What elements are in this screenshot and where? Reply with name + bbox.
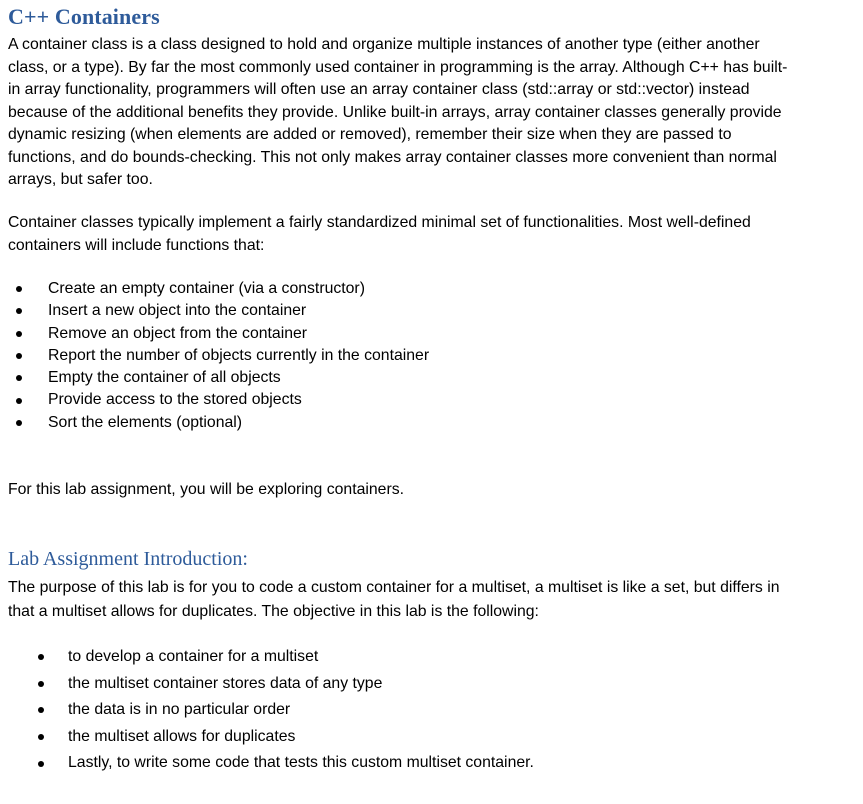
list-item-text: Create an empty container (via a constructor)	[48, 280, 365, 297]
bullet-icon	[16, 353, 22, 359]
bullet-icon	[16, 286, 22, 292]
list-item-text: Empty the container of all objects	[48, 369, 281, 387]
bullet-icon	[16, 420, 22, 426]
bullet-icon	[38, 761, 44, 767]
intro-line: A container class is a class designed to hold and organize multiple instances of another type (either another	[8, 36, 760, 53]
list-item-text: the multiset container stores data of any type	[68, 674, 383, 692]
functions-intro-paragraph	[8, 212, 848, 257]
bullet-icon	[38, 707, 44, 713]
purpose-line: The purpose of this lab is for you to code a custom container for a multiset, a multiset is like a set, but differs in	[8, 579, 780, 596]
functions-intro-line: Container classes typically implement a fairly standardized minimal set of functionalities. Most well-defined	[8, 214, 751, 231]
bullet-icon	[16, 331, 22, 337]
closing-paragraph: For this lab assignment, you will be exploring containers.	[8, 481, 404, 498]
intro-line: functions, and do bounds-checking. This not only makes array container classes more convenient than normal	[8, 148, 777, 166]
intro-paragraph	[8, 34, 848, 192]
list-item-text: the multiset allows for duplicates	[68, 727, 296, 745]
list-item-text: Report the number of objects currently in the container	[48, 346, 430, 364]
list-item-text: Remove an object from the container	[48, 324, 308, 342]
section-heading-containers: C++ Containers	[8, 4, 160, 29]
purpose-line: that a multiset allows for duplicates. The objective in this lab is the following:	[8, 603, 539, 620]
list-item-text: Sort the elements (optional)	[48, 413, 243, 431]
bullet-icon	[38, 734, 44, 740]
section-heading-lab-intro: Lab Assignment Introduction:	[8, 548, 248, 570]
bullet-icon	[16, 398, 22, 404]
list-item-text: to develop a container for a multiset	[68, 648, 319, 665]
intro-line: dynamic resizing (when elements are added or removed), remember their size when they are passed to	[8, 126, 732, 143]
bullet-icon	[38, 681, 44, 687]
bullet-icon	[16, 375, 22, 381]
list-item-text: Provide access to the stored objects	[48, 391, 302, 409]
intro-line: arrays, but safer too.	[8, 171, 153, 188]
list-item-text: the data is in no particular order	[68, 701, 291, 719]
functions-intro-line: containers will include functions that:	[8, 236, 265, 254]
intro-line: class, or a type). By far the most commonly used container in programming is the array. Although C++ has built-	[8, 58, 788, 76]
intro-line: because of the additional benefits they provide. Unlike built-in arrays, array container classes generally provide	[8, 103, 782, 121]
list-item-text: Insert a new object into the container	[48, 302, 307, 320]
list-item-text: Lastly, to write some code that tests this custom multiset container.	[68, 754, 534, 772]
purpose-paragraph	[8, 576, 848, 624]
intro-line: in array functionality, programmers will often use an array container class (std::array or std::vector) instead	[8, 81, 750, 98]
bullet-icon	[38, 654, 44, 660]
bullet-icon	[16, 308, 22, 314]
